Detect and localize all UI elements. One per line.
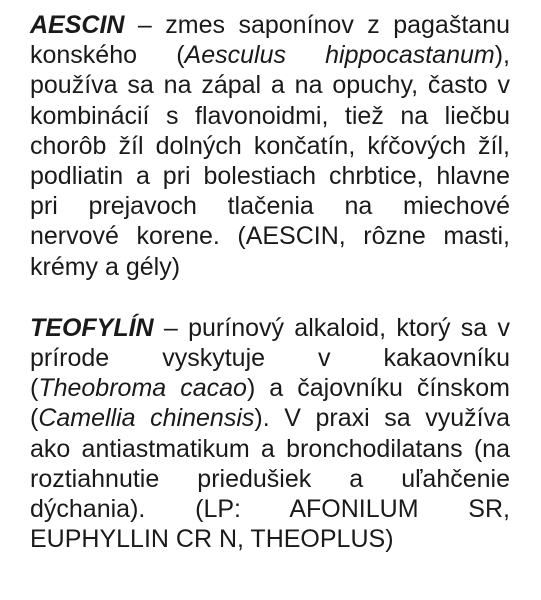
entry-aescin — [30, 10, 510, 282]
entry-text: ). V praxi sa využíva ako antiastmatikum a bronchodilatans (na roztiahnutie priedušiek a uľahčenie dýchania). (LP: AFONILUM SR, EUPHYLLIN CR N, THEOPLUS) — [30, 404, 510, 554]
latin-name: Theobroma cacao — [38, 374, 247, 403]
entry-text: purínový alkaloid, ktorý sa v prírode vyskytuje v kakaovníku ( — [30, 313, 510, 403]
entry-term: AESCIN — [30, 11, 125, 39]
entry-text: ), používa sa na zápal a na opuchy, často v kombinácií s flavonoidmi, tiež na liečbu chorôb žíl dolných končatín, kŕčových žíl, podliatin a pri bolestiach chrbtice, hlavne pri prejavoch tlačenia na miechové nervové korene. (AESCIN, rôzne masti, krémy a gély) — [30, 41, 510, 281]
entry-text: zmes saponínov z pagaštanu konského ( — [30, 11, 510, 70]
entry-text: ) a čajovníku čínskom ( — [30, 374, 510, 433]
latin-name: Camellia chinensis — [38, 404, 255, 433]
entry-dash: – — [124, 11, 166, 39]
latin-name: Aesculus hippocastanum — [184, 41, 495, 70]
entry-dash: – — [153, 313, 189, 342]
entry-teofylin — [30, 313, 510, 555]
entry-term: TEOFYLÍN — [30, 313, 154, 342]
document-page — [30, 10, 510, 554]
